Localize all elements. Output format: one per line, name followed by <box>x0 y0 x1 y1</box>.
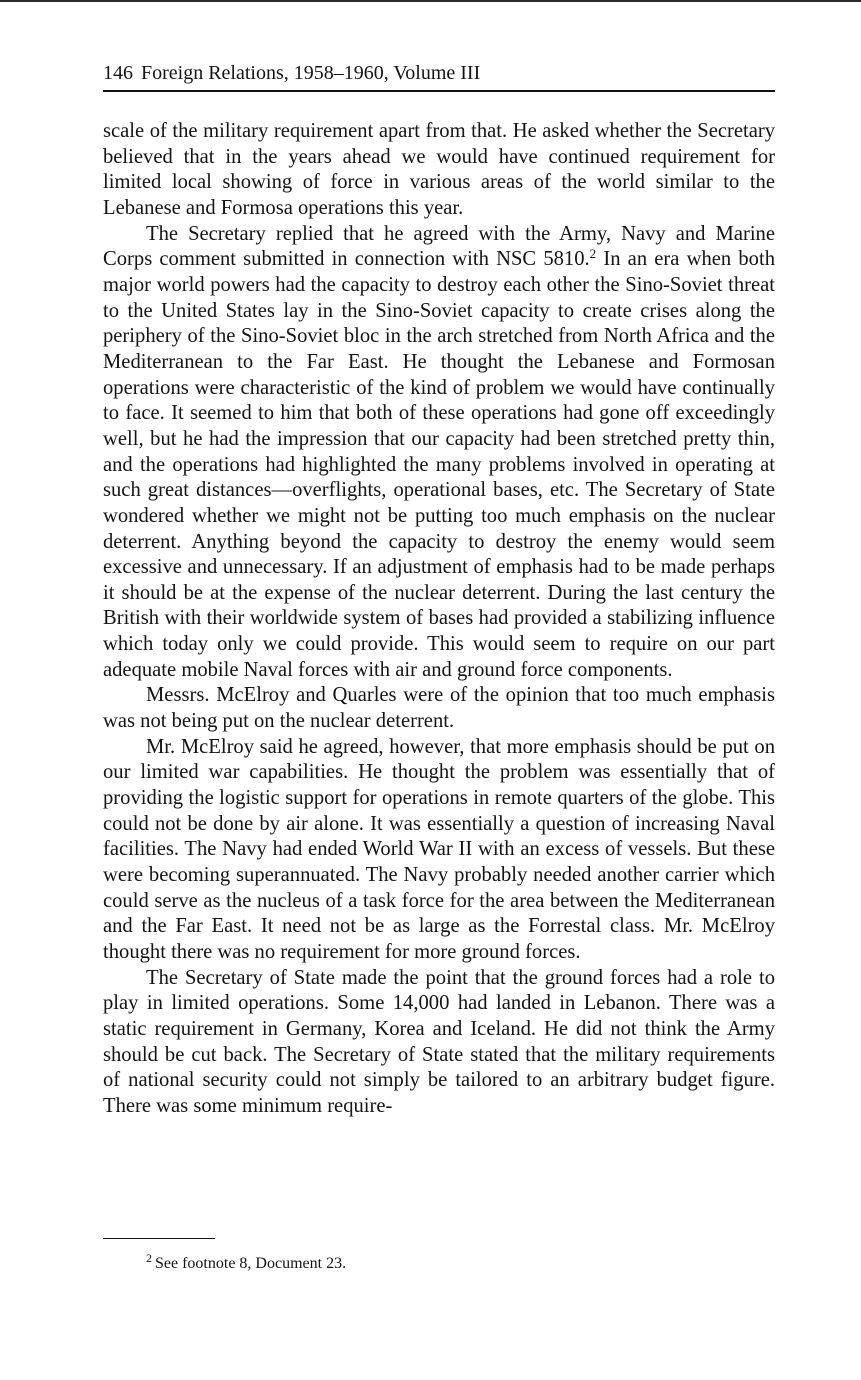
paragraph-4: Mr. McElroy said he agreed, however, that more emphasis should be put on our limited war capabilities. He thought the problem was essentially that of providing the logistic support for operations in remote quarters of the globe. This could not be done by air alone. It was essentially a question of increasing Naval facilities. The Navy had ended World War II with an excess of vessels. But these were becoming superannuated. The Navy probably needed another carrier which could serve as the nucleus of a task force for the area between the Mediterranean and the Far East. It need not be as large as the Forrestal class. Mr. McElroy thought there was no requirement for more ground forces. <box>103 735 775 963</box>
running-head <box>103 60 775 86</box>
volume-title: Foreign Relations, 1958–1960, Volume III <box>141 62 481 84</box>
body-text <box>103 119 775 1120</box>
footnote-text: See footnote 8, Document 23. <box>155 1255 347 1272</box>
header-rule <box>103 90 775 92</box>
footnote-marker: 2 <box>146 1251 152 1265</box>
paragraph-3: Messrs. McElroy and Quarles were of the opinion that too much emphasis was not being put on the nuclear deterrent. <box>103 684 775 733</box>
paragraph-2-text-end: In an era when both major world powers had the capacity to destroy each other the Sino-Soviet threat to the United States lay in the Sino-Soviet capacity to create crises along the periphery of the Sino-Soviet bloc in the arch stretched from North Africa and the Mediterranean to the Far East. He thought the Lebanese and Formosan operations were characteristic of the kind of problem we would have continually to face. It seemed to him that both of these operations had gone off exceedingly well, but he had the impression that our capacity had been stretched pretty thin, and the operations had highlighted the many problems involved in operating at such great distances—overflights, operational bases, etc. The Secretary of State wondered whether we might not be putting too much emphasis on the nuclear deterrent. Anything beyond the capacity to destroy the enemy would seem excessive and unnecessary. If an adjustment of emphasis had to be made perhaps it should be at the expense of the nuclear deterrent. During the last century the British with their worldwide system of bases had provided a stabilizing influence which today only we could provide. This would seem to require on our part adequate mobile Naval forces with air and ground force components. <box>103 248 775 681</box>
scan-top-edge <box>0 0 861 2</box>
paragraph-5: The Secretary of State made the point that the ground forces had a role to play in limited operations. Some 14,000 had landed in Lebanon. There was a static requirement in Germany, Korea and Iceland. He did not think the Army should be cut back. The Secretary of State stated that the military requirements of national security could not simply be tailored to an arbitrary budget figure. There was some minimum require- <box>103 966 775 1117</box>
footnote <box>146 1253 766 1275</box>
paragraph-2-text-start: The Secretary replied that he agreed with the Army, Navy and Marine Corps comment submitted in connection with NSC 5810. <box>103 222 775 271</box>
footnote-reference[interactable]: 2 <box>589 246 597 262</box>
paragraph-1: scale of the military requirement apart from that. He asked whether the Secretary believed that in the years ahead we would have continued requirement for limited local showing of force in various areas of the world similar to the Lebanese and Formosa operations this year. <box>103 120 775 219</box>
footnote-rule <box>103 1238 215 1239</box>
paragraph-2 <box>103 222 775 684</box>
page-number: 146 <box>103 62 133 84</box>
